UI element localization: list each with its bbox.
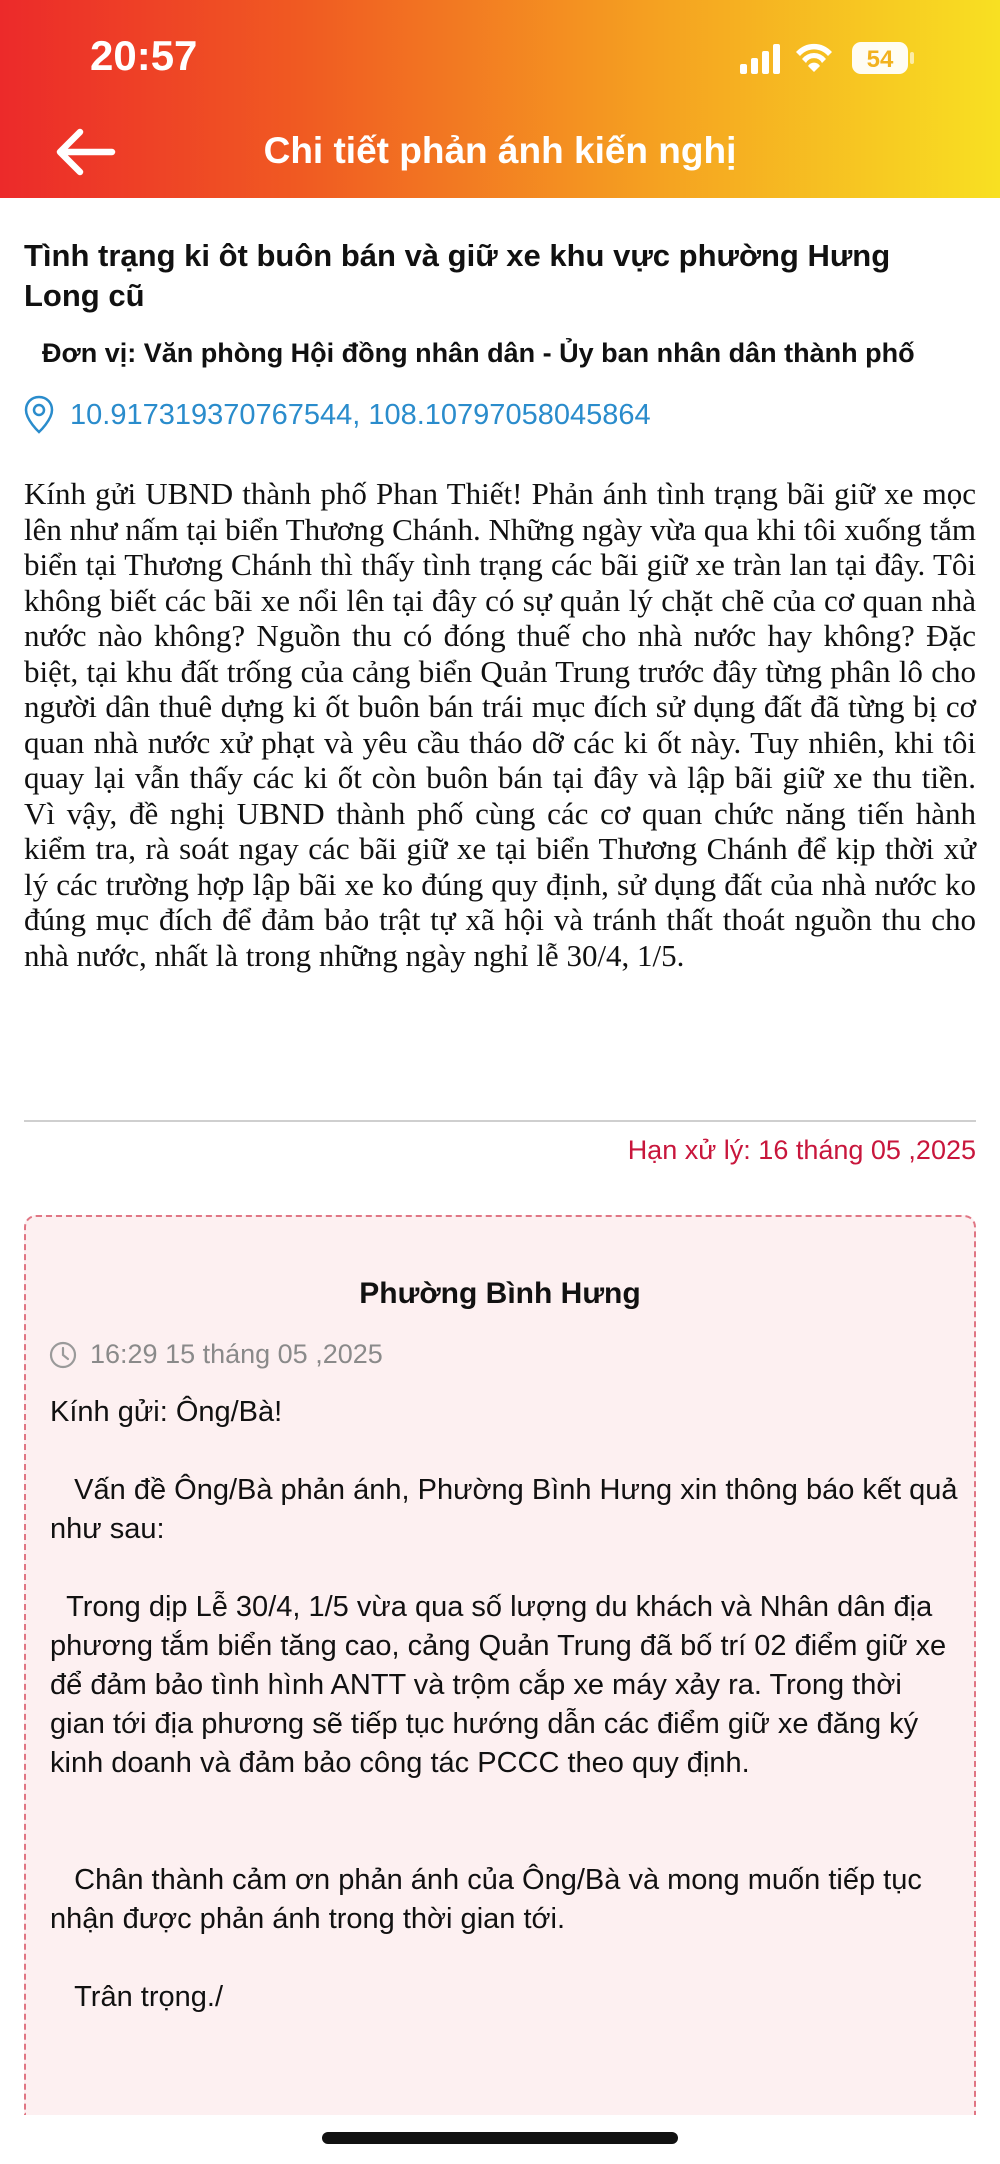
- location-pin-icon: [24, 395, 54, 435]
- location-coordinates[interactable]: 10.917319370767544, 108.10797058045864: [70, 398, 651, 431]
- reply-time: 16:29 15 tháng 05 ,2025: [90, 1339, 383, 1369]
- clock-icon: [48, 1340, 78, 1370]
- signal-icon: [740, 44, 780, 74]
- wifi-icon: [796, 44, 832, 72]
- reply-content: Kính gửi: Ông/Bà! Vấn đề Ông/Bà phản ánh, Phường Bình Hưng xin thông báo kết quả như sau: Trong dịp Lễ 30/4, 1/5 vừa qua số lượng du khách và Nhân dân địa phương tắm biển tăng cao, cảng Quản Trung đã bố trí 02 điểm giữ xe để đảm bảo tình hình ANTT và trộm cắp xe máy xảy ra. Trong thời gian tới địa phương sẽ tiếp tục hướng dẫn các điểm giữ xe đăng ký kinh doanh và đảm bảo công tác PCCC theo quy định. Chân thành cảm ơn phản ánh của Ông/Bà và mong muốn tiếp tục nhận được phản ánh trong thời gian tới. Trân trọng./: [50, 1396, 958, 2013]
- status-icons: [740, 38, 940, 78]
- reply-unit: Phường Bình Hưng: [359, 1277, 641, 1310]
- app-header: [0, 0, 1000, 198]
- status-time: 20:57: [90, 32, 198, 79]
- battery-level: 54: [866, 46, 894, 73]
- reply-card: [24, 1215, 976, 2115]
- report-unit: Đơn vị: Văn phòng Hội đồng nhân dân - Ủy ban nhân dân thành phố: [42, 338, 915, 368]
- divider: [24, 1120, 976, 1122]
- deadline: Hạn xử lý: 16 tháng 05 ,2025: [627, 1135, 976, 1165]
- report-title: Tình trạng ki ôt buôn bán và giữ xe khu vực phường Hưng Long cũ: [24, 238, 891, 313]
- battery-icon: [852, 42, 914, 74]
- location-row[interactable]: [24, 393, 651, 437]
- report-content: Kính gửi UBND thành phố Phan Thiết! Phản ánh tình trạng bãi giữ xe mọc lên như nấm tại biển Thương Chánh. Những ngày vừa qua khi tôi xuống tắm biển tại Thương Chánh thì thấy tình trạng các bãi giữ xe tràn lan tại đây. Tôi không biết các bãi xe nổi lên tại đây có sự quản lý chặt chẽ của cơ quan nhà nước nào không? Nguồn thu có đóng thuế cho nhà nước hay không? Đặc biệt, tại khu đất trống của cảng biển Quản Trung trước đây từng phân lô cho người dân thuê dựng ki ốt buôn bán trái mục đích sử dụng đất đã từng bị cơ quan nhà nước xử phạt và yêu cầu tháo dỡ các ki ốt này. Tuy nhiên, khi tôi quay lại vẫn thấy các ki ốt còn buôn bán tại đây và lập bãi giữ xe thu tiền. Vì vậy, đề nghị UBND thành phố cùng các cơ quan chức năng tiến hành kiểm tra, rà soát ngay các bãi giữ xe tại biển Thương Chánh để kịp thời xử lý các trường hợp lập bãi xe ko đúng quy định, sử dụng đất của nhà nước ko đúng mục đích để đảm bảo trật tự xã hội và tránh thất thoát nguồn thu cho nhà nước, nhất là trong những ngày nghỉ lễ 30/4, 1/5.: [24, 476, 976, 973]
- page-title: Chi tiết phản ánh kiến nghị: [263, 130, 737, 171]
- reply-time-row: [48, 1339, 383, 1370]
- home-indicator: [322, 2132, 678, 2144]
